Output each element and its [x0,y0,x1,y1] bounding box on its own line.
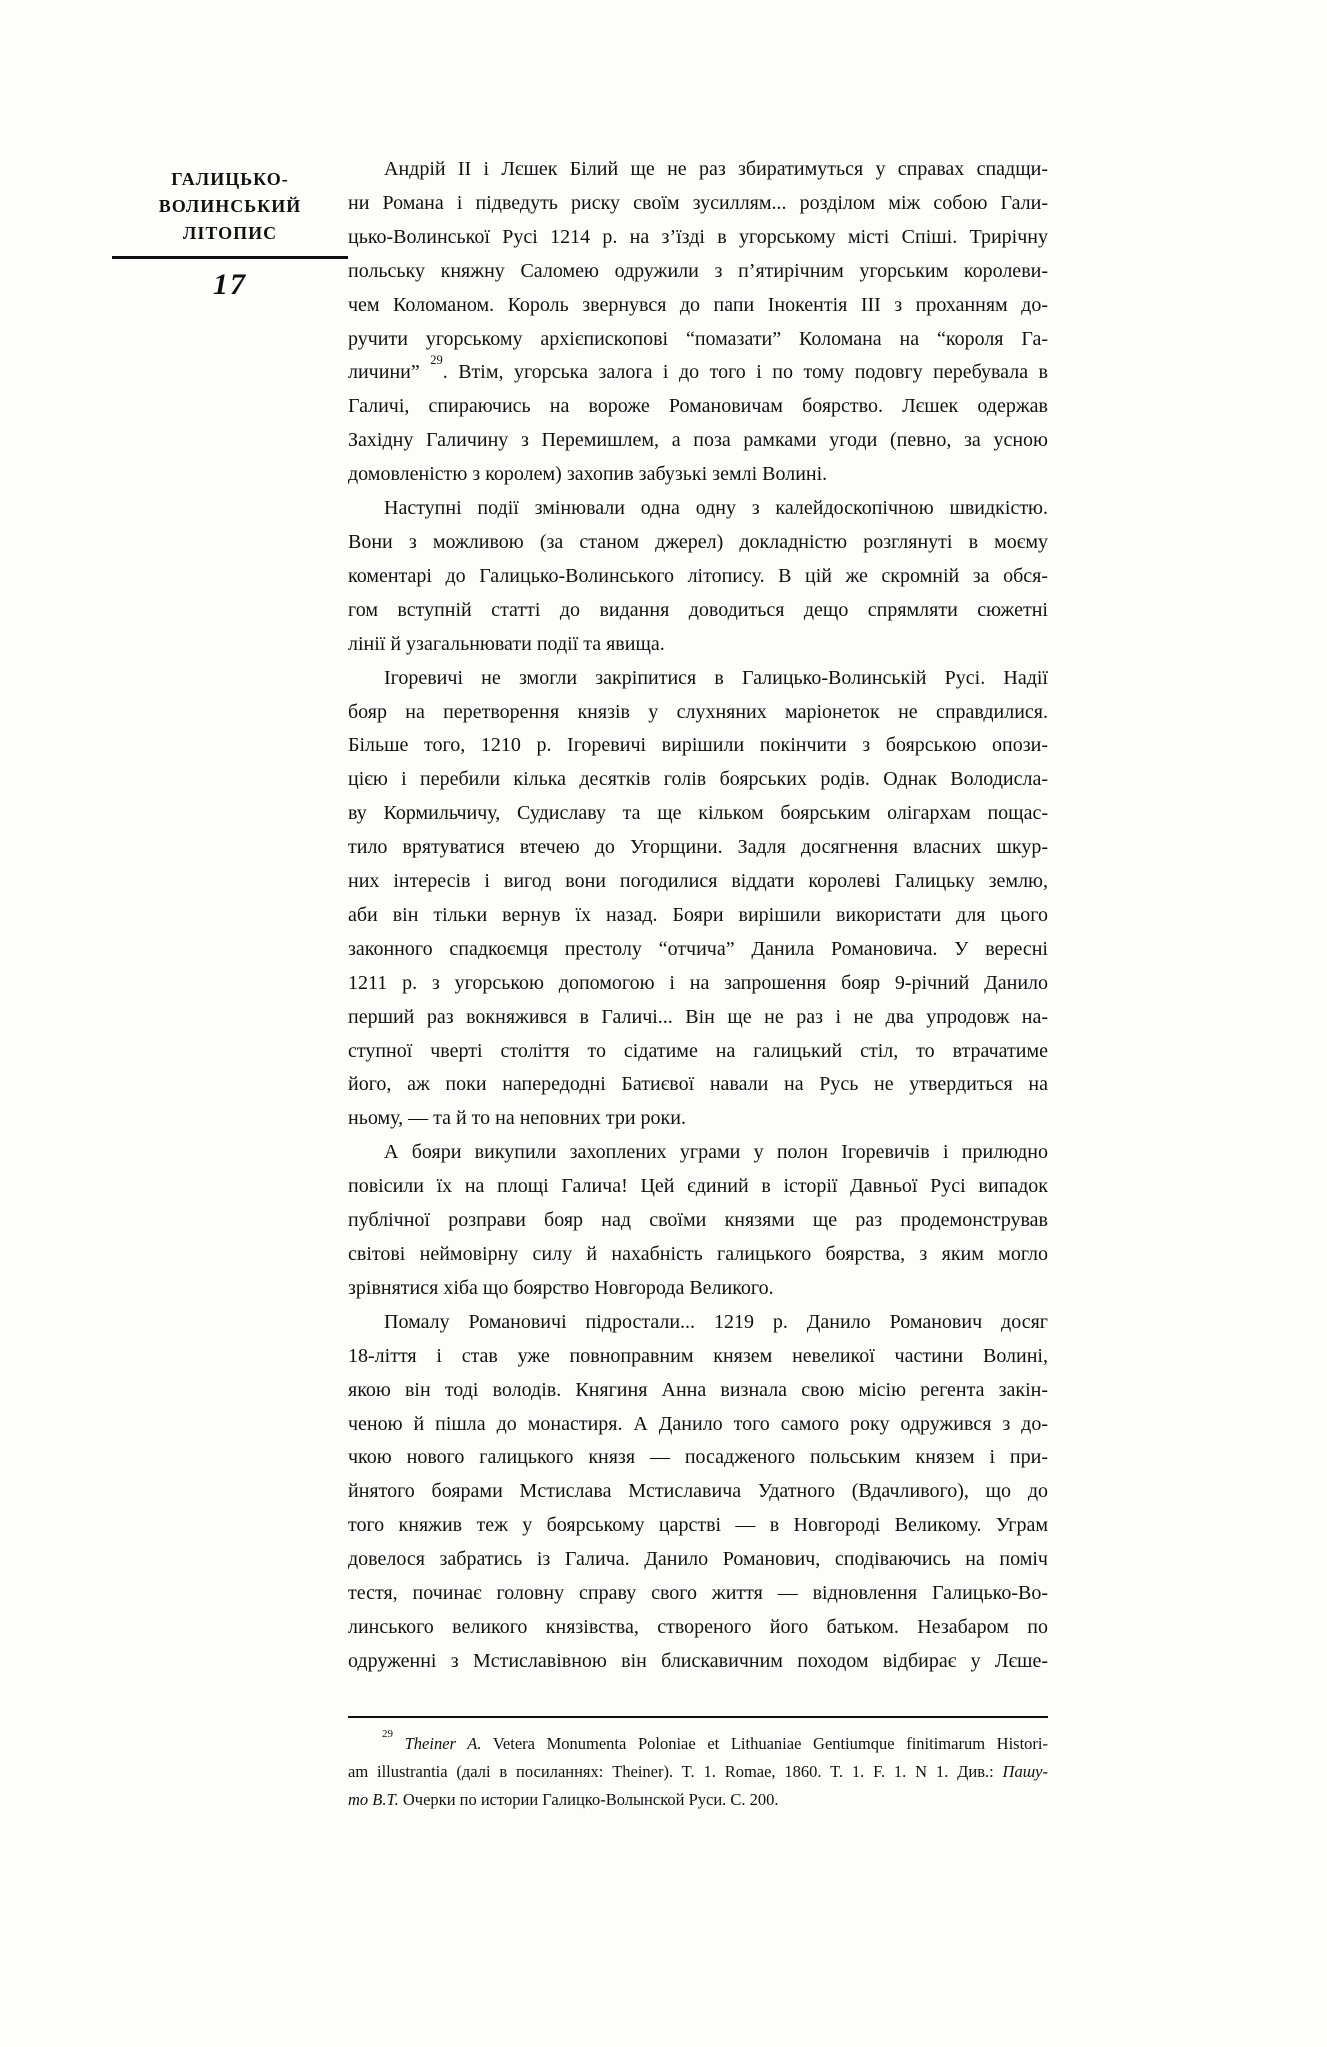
text-line: лінії й узагальнювати події та явища. [348,632,665,655]
text-line: Ігоревичі не змогли закріпитися в Галицько-Волинській Русі. Надії [384,666,1048,689]
text-line: ву Кормильчичу, Судиславу та ще кільком боярським олігархам пощас- [348,802,1048,825]
text-line: його, аж поки напередодні Батиєвої навали на Русь не утвердиться на [348,1073,1048,1096]
running-head [112,166,348,302]
text-segment: личини” [348,361,431,384]
text-line: гом вступній статті до видання доводиться дещо спрямляти сюжетні [348,598,1048,621]
text-segment: . Втім, угорська залога і до того і по тому подовгу перебувала в [442,361,1048,384]
text-line: ни Романа і підведуть риску своїм зусиллям... розділом між собою Гали- [348,191,1048,214]
text-line: довелося забратись із Галича. Данило Романович, сподіваючись на поміч [348,1548,1048,1571]
chapter-title [112,166,348,247]
text-column [348,153,1048,1814]
text-line: 1211 р. з угорською допомогою і на запрошення бояр 9-річний Данило [348,971,1048,994]
text-line: того княжив теж у боярському царстві — в Новгороді Великому. Уграм [348,1514,1048,1537]
text-line: публічної розправи бояр над своїми князями ще раз продемонстрував [348,1209,1048,1232]
chapter-title-line: ВОЛИНСЬКИЙ [158,196,302,216]
text-segment: то В.Т. [348,1789,399,1809]
footnote-marker: 29 [382,1728,393,1741]
footnote-line [348,1758,1048,1786]
text-line: Наступні події змінювали одна одну з калейдоскопічною швидкістю. [384,497,1048,520]
text-segment: am illustrantia (далі в посиланнях: Theiner). T. 1. Romae, 1860. T. 1. F. 1. N 1. Див.: [348,1761,1003,1781]
text-line: 18-ліття і став уже повноправним князем невеликої частини Волині, [348,1344,1048,1367]
text-line: линського великого князівства, створеного його батьком. Незабаром по [348,1615,1048,1638]
footnote-divider [348,1716,1048,1718]
main-text [348,153,1048,1679]
text-line: Андрій II і Лєшек Білий ще не раз збиратимуться у справах спадщи- [384,158,1048,180]
text-line: аби він тільки вернув їх назад. Бояри вирішили використати для цього [348,903,1048,926]
sidebar-divider [112,256,348,259]
text-line: ручити угорському архієпископові “помазати” Коломана на “короля Га- [348,327,1048,350]
text-line: польську княжну Саломею одружили з п’ятирічним угорським королеви- [348,259,1048,282]
text-line: бояр на перетворення князів у слухняних маріонеток не справдилися. [348,700,1048,723]
text-line: домовленістю з королем) захопив забузькі землі Волині. [348,463,828,486]
text-line: ступної чверті століття то сідатиме на галицький стіл, то втрачатиме [348,1039,1048,1062]
text-line: них інтересів і вигод вони погодилися віддати королеві Галицьку землю, [348,870,1048,893]
text-line: Помалу Романовичі підростали... 1219 р. Данило Романович досяг [384,1310,1048,1333]
text-line: Більше того, 1210 р. Ігоревичі вирішили покінчити з боярською опози- [348,734,1048,757]
text-line: світові неймовірну силу й нахабність галицького боярства, з яким могло [348,1243,1048,1265]
text-line: чем Коломаном. Король звернувся до папи Інокентія III з проханням до- [348,293,1048,316]
text-segment: Пашу- [1002,1761,1048,1781]
text-line: чкою нового галицького князя — посадженого польським князем і при- [348,1446,1048,1469]
chapter-title-line: ГАЛИЦЬКО- [171,169,289,189]
text-line: коментарі до Галицько-Волинського літопису. В цій же скромній за обся- [348,564,1048,587]
text-line: законного спадкоємця престолу “отчича” Данила Романовича. У вересні [348,937,1048,960]
text-line: цько-Волинської Русі 1214 р. на з’їзді в угорському місті Спіші. Трирічну [348,225,1048,248]
text-line: ченою й пішла до монастиря. А Данило того самого року одружився з до- [348,1412,1048,1435]
text-line: Західну Галичину з Перемишлем, а поза рамками угоди (певно, за усною [348,429,1048,452]
text-line: зрівнятися хіба що боярство Новгорода Великого. [348,1276,774,1299]
text-line: тило врятуватися втечею до Угорщини. Задля досягнення власних шкур- [348,836,1048,859]
text-line: Галичі, спираючись на вороже Романовичам боярство. Лєшек одержав [348,395,1048,418]
text-line: ньому, — та й то на неповних три роки. [348,1107,686,1130]
text-line: йнятого боярами Мстислава Мстиславича Удатного (Вдачливого), що до [348,1480,1048,1503]
text-line: повісили їх на площі Галича! Цей єдиний в історії Давньої Русі випадок [348,1175,1048,1198]
page-number: 17 [213,268,247,301]
text-line [348,352,1048,390]
text-line: перший раз вокняжився в Галичі... Він ще не раз і не два упродовж на- [348,1005,1048,1028]
text-line: цією і перебили кілька десятків голів боярських родів. Однак Володисла- [348,768,1048,791]
footnote-line [348,1730,1048,1758]
footnote-line [348,1786,1048,1814]
footnote [348,1730,1048,1814]
text-segment: Vetera Monumenta Poloniae et Lithuaniae Gentiumque finitimarum Histori- [481,1733,1048,1753]
text-line: якою він тоді володів. Княгиня Анна визнала свою місію регента закін- [348,1378,1048,1401]
text-line: тестя, починає головну справу свого життя — відновлення Галицько-Во- [348,1582,1048,1605]
text-segment: Theiner A. [393,1733,482,1753]
footnote-marker: 29 [430,352,443,367]
text-segment: Очерки по истории Галицко-Волынской Руси. С. 200. [398,1789,779,1809]
text-line: А бояри викупили захоплених уграми у полон Ігоревичів і прилюдно [384,1141,1048,1164]
chapter-title-line: ЛІТОПИС [182,223,278,243]
text-line: Вони з можливою (за станом джерел) докладністю розглянуті в моєму [348,530,1048,553]
text-line: одруженні з Мстиславівною він блискавичним походом відбирає у Лєше- [348,1649,1048,1672]
